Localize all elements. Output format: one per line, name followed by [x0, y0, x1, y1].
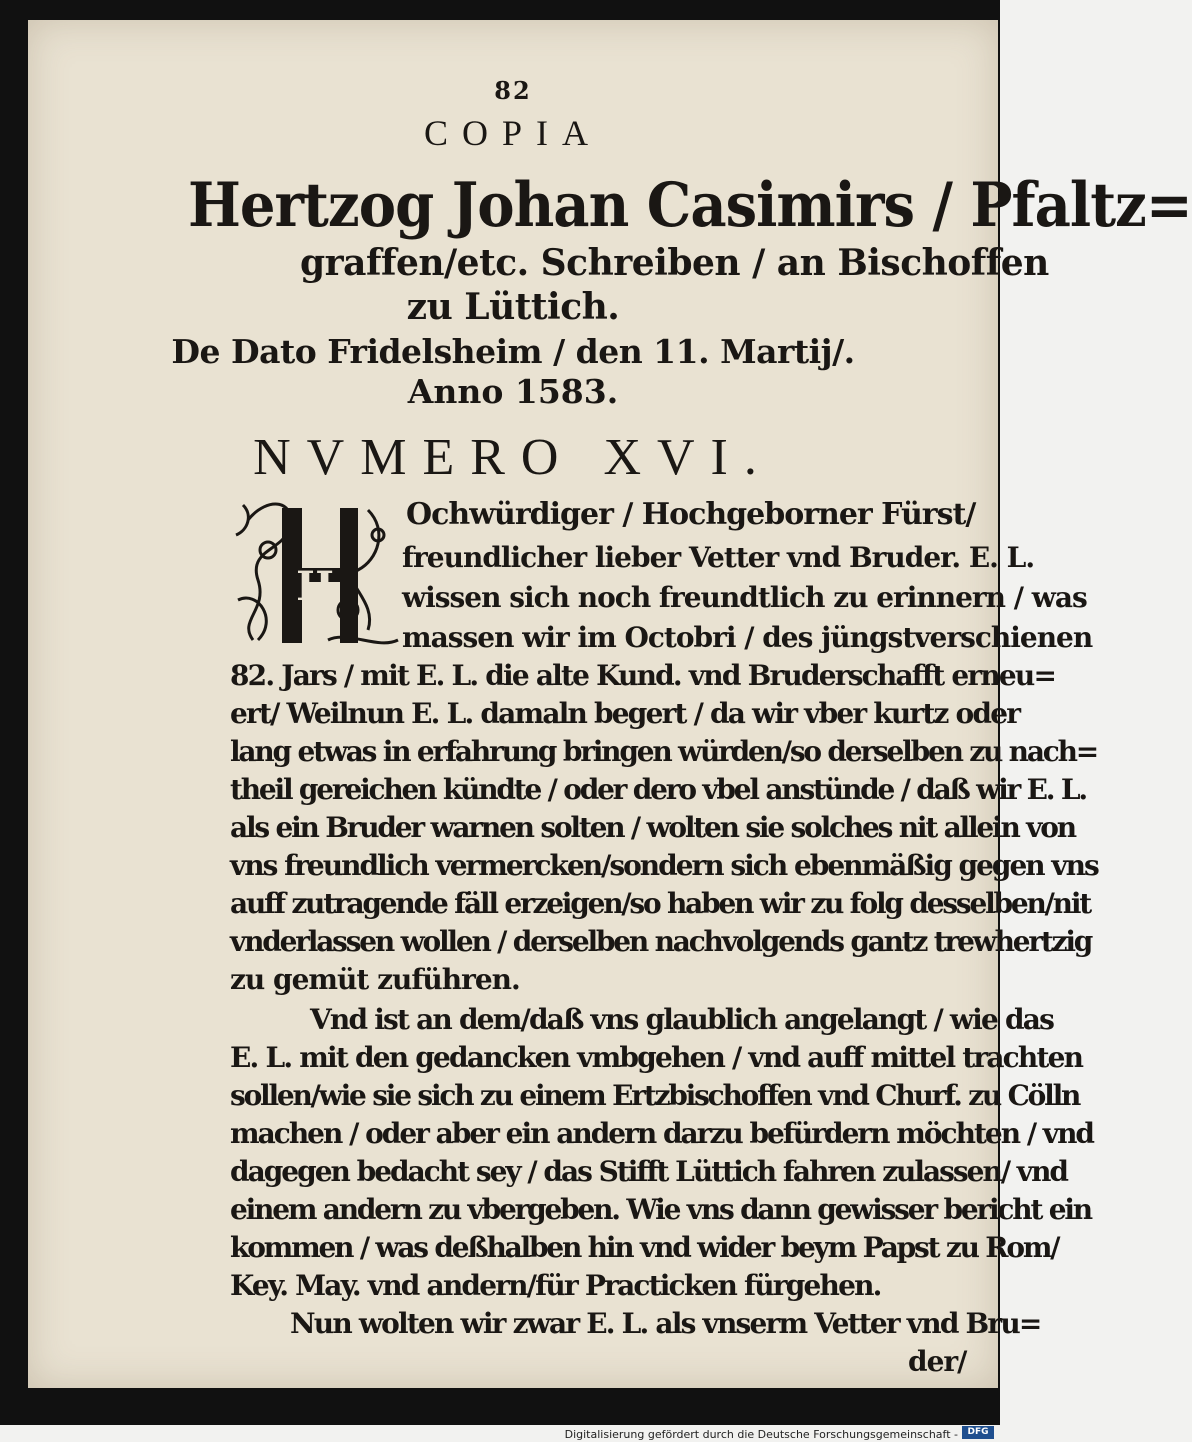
- body-line: E. L. mit den gedancken vmbgehen / vnd auff mittel trachten: [230, 1041, 1083, 1074]
- body-line: Nun wolten wir zwar E. L. als vnserm Vetter vnd Bru=: [290, 1307, 1041, 1340]
- body-line: dagegen bedacht sey / das Stifft Lüttich fahren zulassen/ vnd: [230, 1155, 1068, 1188]
- body-line: vnderlassen wollen / derselben nachvolgends gantz trewhertzig: [230, 925, 1092, 958]
- initial-letter: H: [296, 563, 334, 610]
- body-line: als ein Bruder warnen solten / wolten sie solches nit allein von: [230, 811, 1075, 844]
- catchword: der/: [908, 1345, 967, 1378]
- title-line-1: Hertzog Johan Casimirs / Pfaltz=: [188, 170, 1192, 242]
- decorated-initial: [228, 490, 404, 660]
- dfg-logo-icon: DFG: [962, 1426, 994, 1439]
- section-number: NVMERO XVI.: [253, 429, 773, 486]
- body-line: zu gemüt zuführen.: [230, 963, 520, 996]
- body-line: Ochwürdiger / Hochgeborner Fürst/: [406, 497, 976, 532]
- body-line: massen wir im Octobri / des jüngstverschienen: [402, 621, 1093, 654]
- body-line: freundlicher lieber Vetter vnd Bruder. E. L.: [402, 541, 1035, 574]
- date-line-1: De Dato Fridelsheim / den 11. Martij/.: [171, 332, 855, 371]
- body-line: wissen sich noch freundtlich zu erinnern / was: [402, 581, 1087, 614]
- body-line: lang etwas in erfahrung bringen würden/so derselben zu nach=: [230, 735, 1098, 768]
- title-line-3: zu Lüttich.: [406, 286, 620, 328]
- date-line-2: Anno 1583.: [407, 372, 619, 411]
- title-line-2: graffen/etc. Schreiben / an Bischoffen: [300, 242, 1049, 284]
- body-line: Vnd ist an dem/daß vns glaublich angelangt / wie das: [310, 1003, 1054, 1036]
- body-line: ert/ Weilnun E. L. damaln begert / da wir vber kurtz oder: [230, 697, 1020, 730]
- body-line: 82. Jars / mit E. L. die alte Kund. vnd Bruderschafft erneu=: [230, 659, 1056, 692]
- funding-notice: Digitalisierung gefördert durch die Deutsche Forschungsgemeinschaft -: [564, 1428, 958, 1441]
- body-line: machen / oder aber ein andern darzu befürdern möchten / vnd: [230, 1117, 1093, 1150]
- heading-copia: COPIA: [423, 113, 603, 153]
- page-number: 82: [494, 76, 532, 105]
- body-line: theil gereichen kündte / oder dero vbel anstünde / daß wir E. L.: [230, 773, 1086, 806]
- body-line: vns freundlich vermercken/sondern sich ebenmäßig gegen vns: [230, 849, 1098, 882]
- body-line: auff zutragende fäll erzeigen/so haben wir zu folg desselben/nit: [230, 887, 1091, 920]
- body-line: sollen/wie sie sich zu einem Ertzbischoffen vnd Churf. zu Cölln: [230, 1079, 1080, 1112]
- body-line: kommen / was deßhalben hin vnd wider beym Papst zu Rom/: [230, 1231, 1059, 1264]
- body-line: Key. May. vnd andern/für Practicken fürgehen.: [230, 1269, 881, 1302]
- book-page: [28, 20, 1192, 1388]
- body-line: einem andern zu vbergeben. Wie vns dann gewisser bericht ein: [230, 1193, 1091, 1226]
